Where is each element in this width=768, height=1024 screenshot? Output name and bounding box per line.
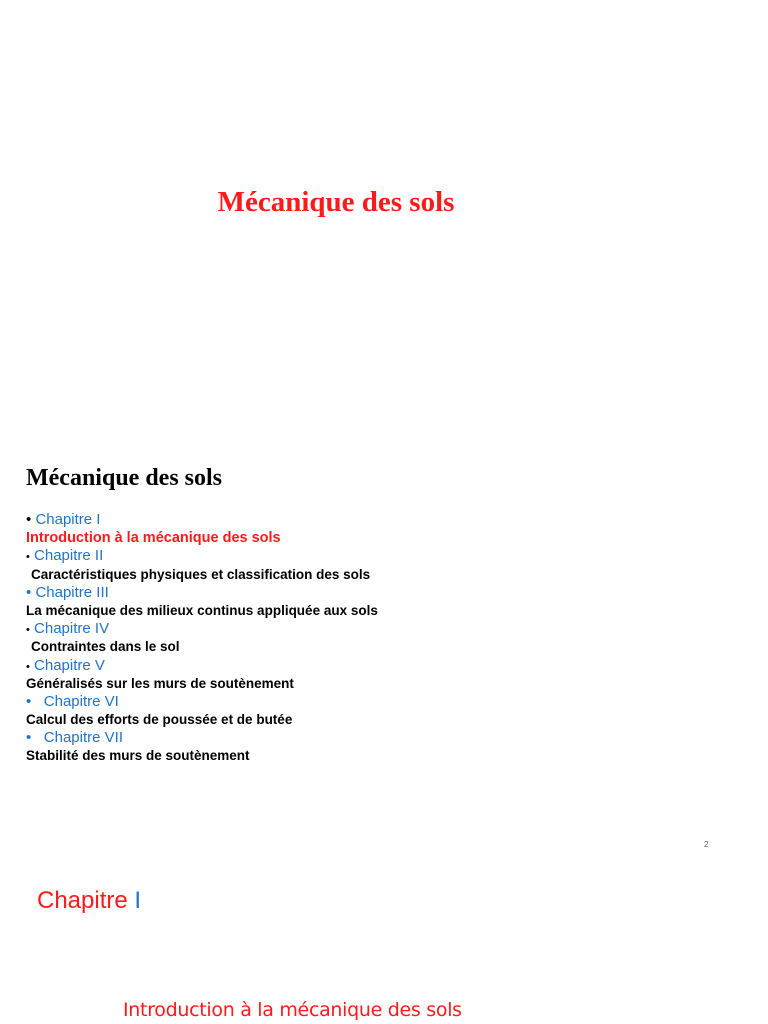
toc-chapter-label: Chapitre II xyxy=(34,547,104,565)
toc-description-1: Introduction à la mécanique des sols xyxy=(26,530,281,547)
toc-chapter-label: Chapitre VI xyxy=(43,692,119,710)
bullet-icon: • xyxy=(26,511,32,528)
toc-chapter-label: Chapitre V xyxy=(34,656,105,674)
presentation-title: Mécanique des sols xyxy=(217,186,455,218)
chapter-subtitle: Introduction à la mécanique des sols xyxy=(123,999,462,1021)
toc-slide xyxy=(0,420,768,865)
toc-description-7: Stabilité des murs de soutènement xyxy=(26,748,250,764)
toc-chapter-label: Chapitre III xyxy=(35,583,109,601)
bullet-icon: • xyxy=(26,551,30,564)
toc-chapter-6 xyxy=(26,693,378,711)
toc-chapter-label: Chapitre I xyxy=(35,511,101,528)
toc-chapter-4 xyxy=(26,620,378,638)
toc-chapter-7 xyxy=(26,729,378,747)
toc-description-3: La mécanique des milieux continus appliquée aux sols xyxy=(26,602,378,618)
toc-chapter-5 xyxy=(26,657,378,675)
toc-chapter-2 xyxy=(26,547,378,565)
toc-description-6: Calcul des efforts de poussée et de butée xyxy=(26,712,293,728)
toc-chapter-1 xyxy=(26,511,378,529)
toc-chapter-3 xyxy=(26,584,378,602)
bullet-icon: • xyxy=(26,624,30,637)
title-slide xyxy=(0,0,768,400)
chapter-slide xyxy=(0,867,768,1024)
bullet-icon: • xyxy=(26,729,32,747)
toc-description-5: Généralisés sur les murs de soutènement xyxy=(26,675,294,691)
bullet-icon: • xyxy=(26,660,30,673)
toc-chapter-label: Chapitre IV xyxy=(34,620,110,638)
toc-description-2: Caractéristiques physiques et classification des sols xyxy=(31,566,371,582)
toc-heading: Mécanique des sols xyxy=(26,465,223,491)
chapter-number: I xyxy=(134,887,142,914)
page-number: 2 xyxy=(704,840,709,849)
bullet-icon: • xyxy=(26,583,32,601)
bullet-icon: • xyxy=(26,692,32,710)
toc-description-4: Contraintes dans le sol xyxy=(31,639,180,655)
chapter-word: Chapitre xyxy=(37,887,128,914)
toc-list xyxy=(26,511,378,766)
chapter-title xyxy=(37,887,141,915)
toc-chapter-label: Chapitre VII xyxy=(43,729,123,747)
